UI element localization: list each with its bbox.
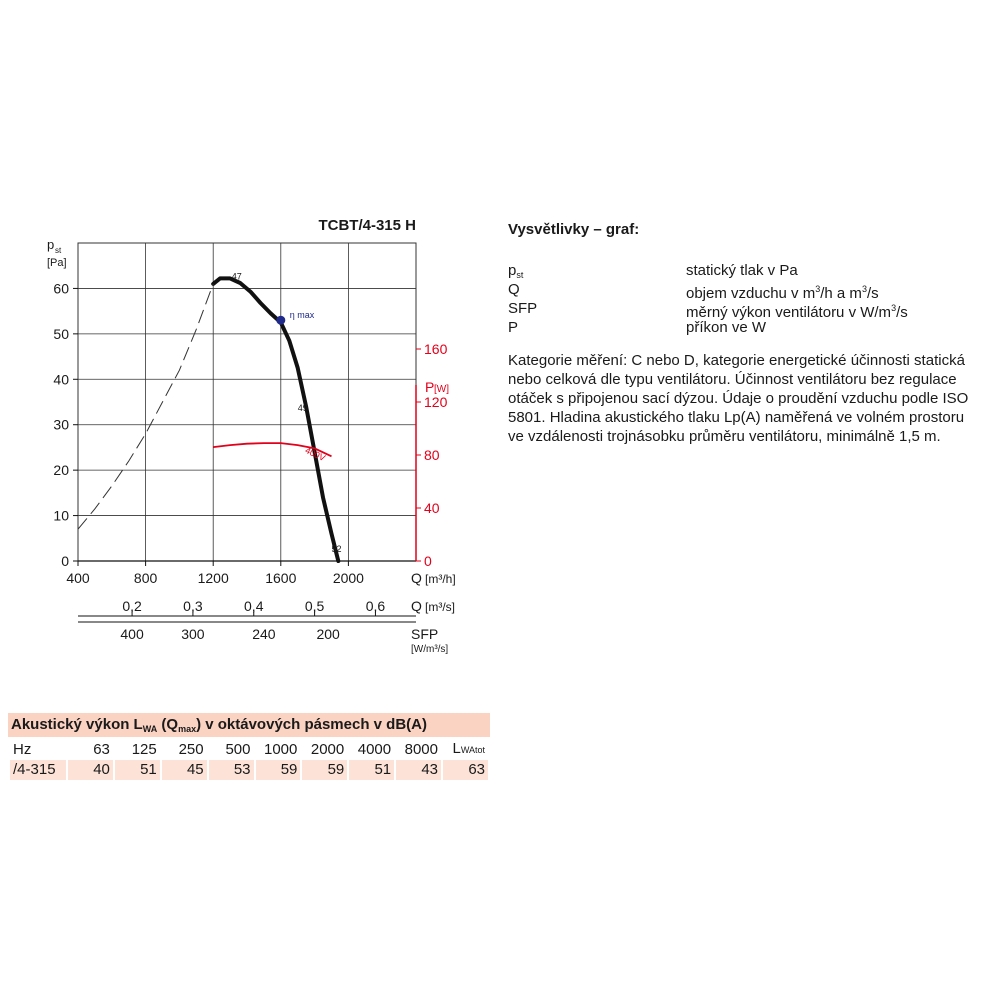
x-axis-unit: [m³/h] [425,572,456,586]
sfp-axis-unit: [W/m³/s] [411,644,449,655]
y-tick-label: 30 [53,416,69,433]
power-axis-unit: [W] [434,384,449,395]
y-tick-label: 10 [53,507,69,524]
legend-item [508,299,988,321]
sfp-tick-label: 300 [181,626,205,642]
acoustic-value-cell: 40 [68,760,113,780]
chart-labels [47,217,456,655]
eta-max-point [276,316,285,325]
q-m3s-tick-label: 0,5 [304,598,325,614]
acoustic-row-label: /4-315 [10,760,66,780]
x-tick-label: 400 [66,570,90,586]
x-tick-label: 1600 [265,570,297,586]
power-curve-voltage-label: 400V [303,445,327,464]
acoustic-header-hz: Hz [13,740,32,758]
q-m3s-tick-label: 0,3 [183,598,203,614]
acoustic-band-header: 8000 [404,740,438,758]
chart-axes [73,243,421,622]
legend-description: objem vzduchu v $m^3/h$ a $m^3/s$ [686,284,879,302]
legend-symbol: P [508,319,519,336]
acoustic-band-header: 250 [178,740,204,758]
legend-symbol: $p_{st}$ [508,262,524,280]
efficiency-annotation: 47 [231,271,242,282]
q-m3s-axis-label: Q [411,598,422,614]
power-tick-label: 120 [424,394,448,410]
x-axis-label: Q [411,570,422,586]
x-tick-label: 2000 [332,570,364,586]
chart-title: TCBT/4-315 H [318,217,416,234]
acoustic-header-row [10,739,488,760]
chart-series [78,278,338,561]
acoustic-value-cell: 51 [115,760,160,780]
acoustic-value-cell: 43 [396,760,441,780]
legend-symbol: Q [508,281,520,298]
y-tick-label: 60 [53,280,69,297]
acoustic-grid [8,739,490,780]
acoustic-band-header: 63 [93,740,110,758]
y-axis-symbol: p [47,237,55,252]
acoustic-title: Akustický výkon $L_{WA}$ $(Q_{max})$ v oktávových pásmech v dB(A) [8,713,490,737]
acoustic-band-header: 4000 [357,740,392,758]
acoustic-band-header: 500 [225,740,251,758]
sfp-tick-label: 200 [316,626,340,642]
acoustic-value-cell: 51 [349,760,394,780]
legend-title: Vysvětlivky – graf: [508,221,640,238]
y-tick-label: 40 [53,371,69,388]
power-tick-label: 0 [424,553,432,569]
efficiency-annotation: 49 [297,403,308,414]
legend-symbol: SFP [508,300,538,317]
legend-item [508,280,988,302]
y-axis-subscript: st [55,246,62,255]
legend-description: statický tlak v Pa [686,262,798,279]
y-tick-label: 20 [53,462,69,479]
efficiency-annotation: 52 [331,543,342,554]
y-tick-label: 0 [61,553,69,569]
q-m3s-tick-label: 0,6 [365,598,386,614]
pressure-curve [213,278,338,561]
acoustic-band-header: 2000 [310,740,345,758]
acoustic-table [8,713,490,780]
acoustic-value-cell: 45 [162,760,207,780]
legend-item [508,318,988,337]
q-m3s-tick-label: 0,2 [122,598,142,614]
legend-paragraph: Kategorie měření: C nebo D, kategorie energetické účinnosti statická nebo celková dle typu ventilátoru. Účinnost ventilátoru bez regulace otáček s připojenou sací dýzou. Údaje o proudění vzduchu podle ISO 5801. Hladina akustického tlaku Lp(A) naměřená ve volném prostoru ve vzdálenosti trojnásobku průměru ventilátoru, minimálně 1,5 m. [508,352,969,445]
power-tick-label: 40 [424,500,440,516]
x-tick-label: 800 [133,570,158,586]
legend-list [508,261,988,337]
acoustic-value-cell: 59 [256,760,301,780]
legend-description: měrný výkon ventilátoru v $W/m^3/s$ [686,303,908,321]
acoustic-total-header: LWAtot [452,740,485,757]
power-tick-label: 80 [424,447,440,463]
y-axis-unit: [Pa] [47,257,67,269]
legend-item [508,261,988,280]
acoustic-value-cell: 53 [209,760,254,780]
q-m3s-tick-label: 0,4 [244,598,264,614]
acoustic-band-header: 1000 [264,740,298,758]
y-tick-label: 50 [53,325,69,342]
legend-panel [508,220,988,446]
acoustic-value-cell: 63 [443,760,488,780]
acoustic-value-cell: 59 [302,760,347,780]
power-tick-label: 160 [424,341,448,357]
power-axis-label: P [425,379,435,395]
legend-description: příkon ve W [686,319,767,336]
sfp-tick-label: 240 [252,626,276,642]
q-m3s-axis-unit: [m³/s] [425,600,455,614]
x-tick-label: 1200 [197,570,229,586]
acoustic-value-row [10,760,488,780]
sfp-axis-label: SFP [411,626,439,642]
acoustic-band-header: 125 [131,740,157,758]
eta-max-label: η max [289,310,315,321]
sfp-tick-label: 400 [120,626,144,642]
